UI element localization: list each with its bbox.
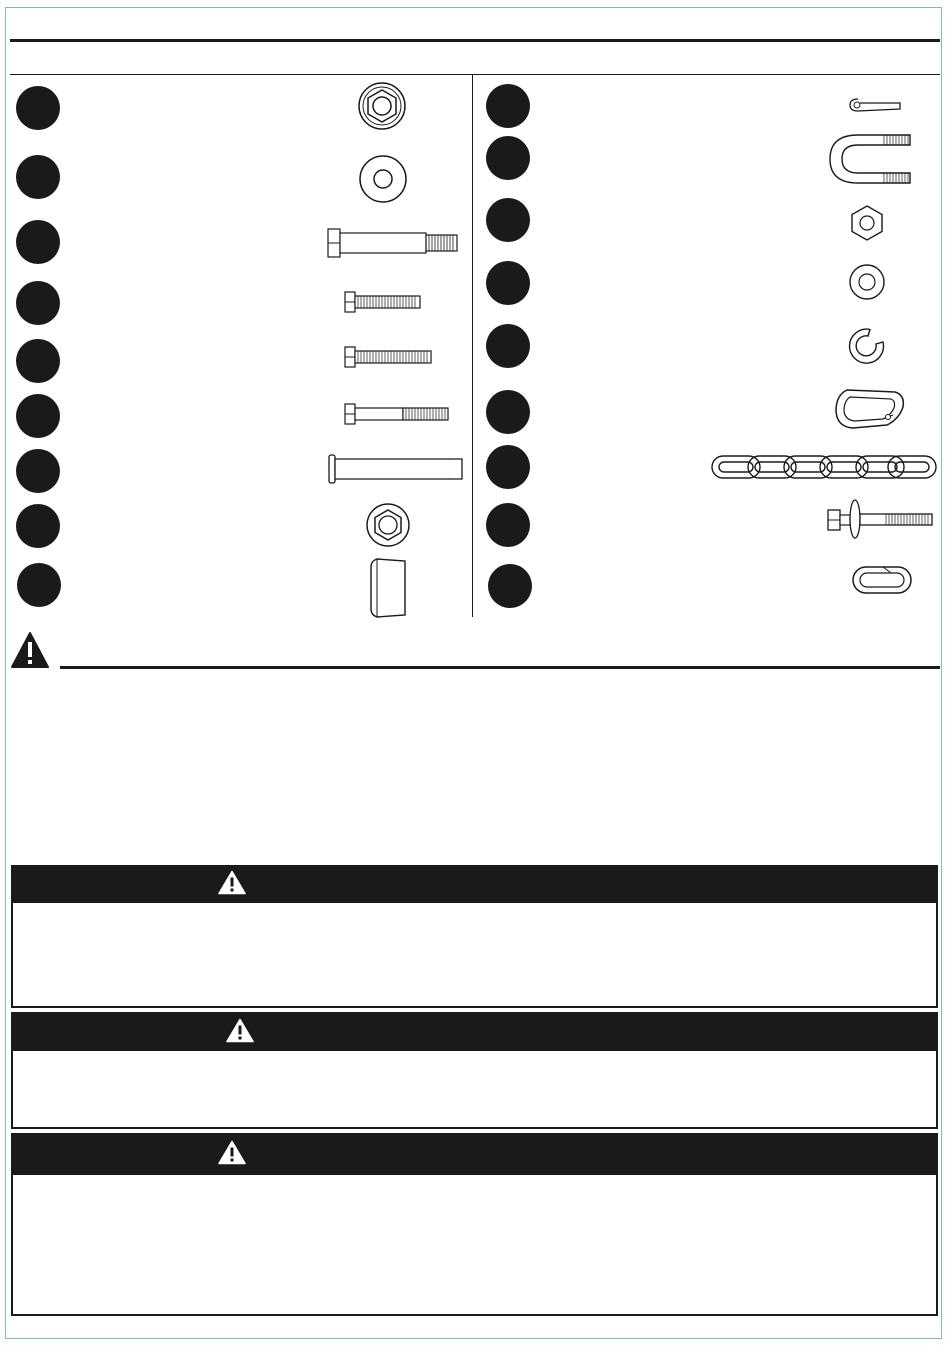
flat-washer-small-icon — [848, 263, 886, 301]
warning-bar — [13, 867, 936, 903]
part-marker — [486, 503, 530, 547]
quick-link-icon — [851, 565, 913, 595]
part-marker — [16, 504, 60, 548]
warning-box — [11, 1012, 938, 1129]
partial-thread-bolt-icon — [344, 403, 450, 425]
carabiner-icon — [833, 387, 907, 431]
warning-box — [11, 1133, 938, 1316]
bolt-with-washer-icon — [826, 498, 934, 540]
part-marker — [17, 563, 61, 607]
warning-bar — [13, 1014, 936, 1051]
part-marker — [16, 155, 60, 199]
flat-washer-icon — [359, 155, 407, 203]
warning-triangle-icon — [217, 870, 247, 901]
part-marker — [486, 445, 530, 489]
warning-bar — [13, 1135, 936, 1175]
warning-triangle-icon — [225, 1017, 255, 1048]
hex-flange-nut-icon — [358, 82, 406, 130]
split-lock-washer-icon — [848, 327, 886, 365]
part-marker — [16, 281, 60, 325]
part-marker — [486, 136, 530, 180]
cotter-pin-icon — [848, 96, 904, 114]
part-marker — [486, 261, 530, 305]
part-marker — [486, 198, 530, 242]
hex-bolt-long-icon — [344, 346, 434, 368]
spacer-block-icon — [369, 557, 409, 619]
warning-triangle-icon — [217, 1140, 247, 1171]
chain-icon — [710, 452, 938, 482]
u-bolt-icon — [828, 132, 912, 186]
warning-body — [12, 682, 938, 852]
part-marker — [486, 390, 530, 434]
warning-rule — [60, 666, 940, 669]
part-marker — [488, 564, 532, 608]
shoulder-bolt-icon — [327, 227, 459, 259]
warning-box-text — [13, 1175, 936, 1191]
part-marker — [486, 84, 530, 128]
top-rule — [10, 39, 940, 42]
part-marker — [486, 324, 530, 368]
part-marker — [16, 449, 60, 493]
part-marker — [16, 339, 60, 383]
header-rule — [10, 74, 940, 75]
clevis-pin-icon — [328, 454, 464, 484]
warning-triangle-icon — [10, 631, 50, 674]
warning-box-text — [13, 1051, 936, 1067]
part-marker — [16, 86, 60, 130]
warning-box-text — [13, 903, 936, 919]
column-divider — [472, 75, 473, 617]
warning-box — [11, 865, 938, 1008]
hex-nut-icon — [850, 205, 884, 241]
hex-bolt-short-icon — [344, 291, 422, 313]
part-marker — [16, 394, 60, 438]
lock-nut-icon — [366, 503, 410, 547]
part-marker — [16, 220, 60, 264]
